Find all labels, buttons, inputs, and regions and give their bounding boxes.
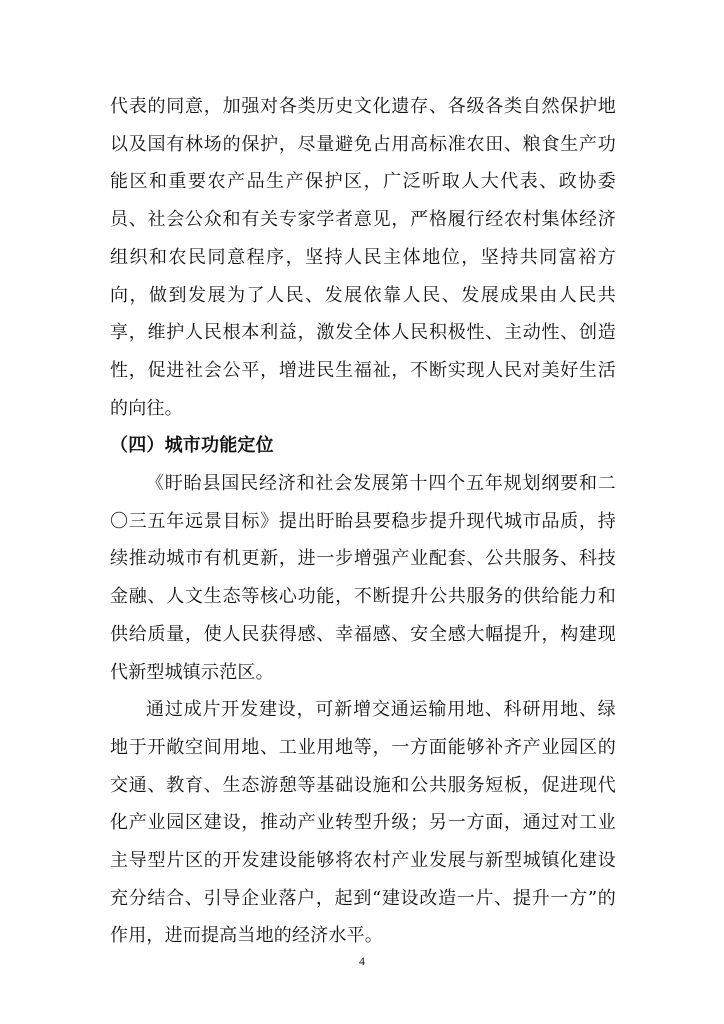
paragraph-2: 《盱眙县国民经济和社会发展第十四个五年规划纲要和二〇三五年远景目标》提出盱眙县要稳步提升现代城市品质，持续推动城市有机更新，进一步增强产业配套、公共服务、科技金融、人文生态等核心功能，不断提升公共服务的供给能力和供给质量，使人民获得感、幸福感、安全感大幅提升，构建现代新型城镇示范区。 [110,473,616,683]
paragraph-3: 通过成片开发建设，可新增交通运输用地、科研用地、绿地于开敞空间用地、工业用地等，一方面能够补齐产业园区的交通、教育、生态游憩等基础设施和公共服务短板，促进现代化产业园区建设，推动产业转型升级；另一方面，通过对工业主导型片区的开发建设能够将农村产业发展与新型城镇化建设充分结合、引导企业落户，起到“建设改造一片、提升一方”的作用，进而提高当地的经济水平。 [110,699,616,947]
paragraph-1: 代表的同意，加强对各类历史文化遗存、各级各类自然保护地以及国有林场的保护，尽量避免占用高标准农田、粮食生产功能区和重要农产品生产保护区，广泛听取人大代表、政协委员、社会公众和有关专家学者意见，严格履行经农村集体经济组织和农民同意程序，坚持人民主体地位，坚持共同富裕方向，做到发展为了人民、发展依靠人民、发展成果由人民共享，维护人民根本利益，激发全体人民积极性、主动性、创造性，促进社会公平，增进民生福祉，不断实现人民对美好生活的向往。 [110,96,616,419]
section-heading: （四）城市功能定位 [110,435,274,457]
page-number: 4 [359,954,365,968]
document-body [110,88,616,955]
